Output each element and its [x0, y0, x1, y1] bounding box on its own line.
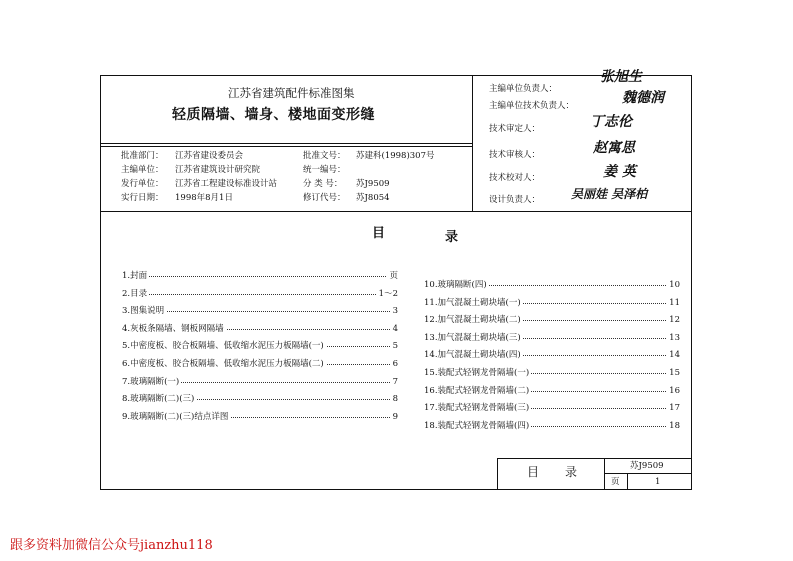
title-block-left — [497, 458, 498, 490]
approve-doc-label: 批准文号： — [303, 151, 346, 161]
title-block-mid — [604, 458, 605, 490]
signoff-role: 技术校对人： — [489, 173, 541, 183]
toc-item-page: 4 — [390, 324, 398, 335]
footer-note: 跟多资料加微信公众号jianzhu118 — [10, 538, 213, 553]
toc-item — [122, 412, 398, 423]
toc-item — [424, 280, 680, 291]
signoff-role: 主编单位负责人： — [489, 84, 558, 94]
toc-item — [424, 421, 680, 432]
toc-item-page: 9 — [390, 412, 398, 423]
title-block-page-value: 1 — [655, 477, 661, 487]
toc-item-label: 18.装配式轻钢龙骨隔墙(四) — [424, 420, 530, 431]
toc-item-page: 10 — [666, 280, 680, 291]
toc-item-page: 14 — [666, 350, 680, 361]
toc-item — [122, 377, 398, 388]
signature: 吴丽娃 吴泽柏 — [571, 187, 648, 201]
toc-item — [122, 271, 398, 282]
toc-item — [122, 306, 398, 317]
approve-dept-label: 批准部门： — [121, 151, 164, 161]
toc-item-label: 14.加气混凝土砌块墙(四) — [424, 350, 521, 361]
header-divider-2 — [100, 146, 472, 147]
toc-item-page: 7 — [390, 377, 398, 388]
signature: 魏德润 — [622, 90, 664, 106]
category-no-label: 分 类 号： — [303, 179, 343, 189]
chief-unit-value: 江苏省建筑设计研究院 — [175, 165, 261, 175]
revision-label: 修订代号： — [303, 193, 346, 203]
chief-unit-label: 主编单位： — [121, 165, 164, 175]
signature: 丁志伦 — [590, 114, 632, 130]
header-divider — [100, 143, 472, 144]
toc-item-page: 15 — [666, 368, 680, 379]
toc-item — [424, 298, 680, 309]
toc-item-label: 15.装配式轻钢龙骨隔墙(一) — [424, 368, 530, 378]
issue-unit-value: 江苏省工程建设标准设计站 — [175, 179, 278, 189]
signoff-role: 主编单位技术负责人： — [489, 101, 575, 111]
title-block-top — [497, 458, 692, 459]
toc-item-label: 12.加气混凝土砌块墙(二) — [424, 315, 521, 326]
toc-item — [424, 350, 680, 361]
signoff-role: 技术审定人： — [489, 124, 541, 134]
toc-item — [122, 394, 398, 405]
toc-item-page: 1～2 — [376, 289, 398, 300]
revision-value: 苏J8054 — [356, 193, 390, 203]
toc-item-label: 9.玻璃隔断(二)(三)结点详图 — [122, 411, 229, 422]
toc-item-label: 8.玻璃隔断(二)(三) — [122, 394, 195, 405]
toc-leader-dots — [122, 276, 398, 277]
toc-item — [424, 333, 680, 344]
approve-dept-value: 江苏省建设委员会 — [175, 151, 244, 161]
toc-item — [424, 315, 680, 326]
toc-item-label: 2.目录 — [122, 288, 148, 299]
title-block-left-char: 目 — [527, 465, 540, 479]
effective-date-value: 1998年8月1日 — [175, 193, 233, 203]
toc-item-label: 16.装配式轻钢龙骨隔墙(二) — [424, 385, 530, 396]
toc-item-page: 11 — [666, 298, 680, 309]
toc-item-label: 5.中密度板、胶合板隔墙、低收缩水泥压力板隔墙(一) — [122, 341, 324, 352]
toc-heading-left: 目 — [372, 226, 386, 241]
toc-item-page: 17 — [666, 403, 680, 414]
toc-item-label: 10.玻璃隔断(四) — [424, 280, 487, 290]
category-no-value: 苏J9509 — [356, 179, 390, 189]
toc-item-label: 17.装配式轻钢龙骨隔墙(三) — [424, 403, 530, 414]
issue-unit-label: 发行单位： — [121, 179, 164, 189]
toc-item — [424, 368, 680, 379]
title-block-page-label: 页 — [611, 477, 620, 487]
signature: 赵寓思 — [593, 140, 635, 156]
toc-heading-right: 录 — [445, 230, 459, 245]
title-block-page-sep — [627, 473, 628, 490]
toc-item-page: 页 — [386, 271, 398, 282]
toc-item — [122, 341, 398, 352]
publisher-title: 江苏省建筑配件标准图集 — [228, 86, 355, 100]
header-bottom-line — [100, 211, 692, 212]
toc-item-page: 5 — [390, 341, 398, 352]
toc-item-label: 13.加气混凝土砌块墙(三) — [424, 332, 521, 343]
toc-item-page: 12 — [666, 315, 680, 326]
toc-item-label: 4.灰板条隔墙、钢板网隔墙 — [122, 323, 224, 334]
toc-item-label: 3.图集说明 — [122, 306, 165, 317]
title-block-row-line — [604, 473, 692, 474]
toc-item-page: 3 — [390, 306, 398, 317]
toc-item-label: 11.加气混凝土砌块墙(一) — [424, 297, 521, 308]
toc-item-label: 7.玻璃隔断(一) — [122, 376, 180, 387]
toc-item — [122, 289, 398, 300]
main-title: 轻质隔墙、墙身、楼地面变形缝 — [172, 107, 375, 123]
unified-no-label: 统一编号： — [303, 165, 346, 175]
toc-item-label: 6.中密度板、胶合板隔墙、低收缩水泥压力板隔墙(二) — [122, 359, 324, 369]
signoff-divider — [472, 75, 473, 211]
signoff-role: 技术审核人： — [489, 150, 541, 160]
title-block-right-char: 录 — [565, 465, 578, 479]
toc-item-page: 13 — [666, 333, 680, 344]
toc-item — [424, 386, 680, 397]
toc-item — [122, 324, 398, 335]
toc-item-page: 8 — [390, 394, 398, 405]
signoff-role: 设计负责人： — [489, 195, 541, 205]
title-block-code: 苏J9509 — [630, 461, 664, 471]
toc-item-label: 1.封面 — [122, 271, 148, 281]
toc-item-page: 16 — [666, 386, 680, 397]
approve-doc-value: 苏建科(1998)307号 — [356, 151, 435, 161]
signature: 姜 英 — [603, 164, 636, 180]
toc-item-page: 6 — [390, 359, 398, 370]
toc-item — [122, 359, 398, 370]
toc-leader-dots — [122, 294, 398, 295]
toc-item — [424, 403, 680, 414]
effective-date-label: 实行日期： — [121, 193, 164, 203]
signature: 张旭生 — [600, 69, 642, 85]
toc-item-page: 18 — [666, 421, 680, 432]
